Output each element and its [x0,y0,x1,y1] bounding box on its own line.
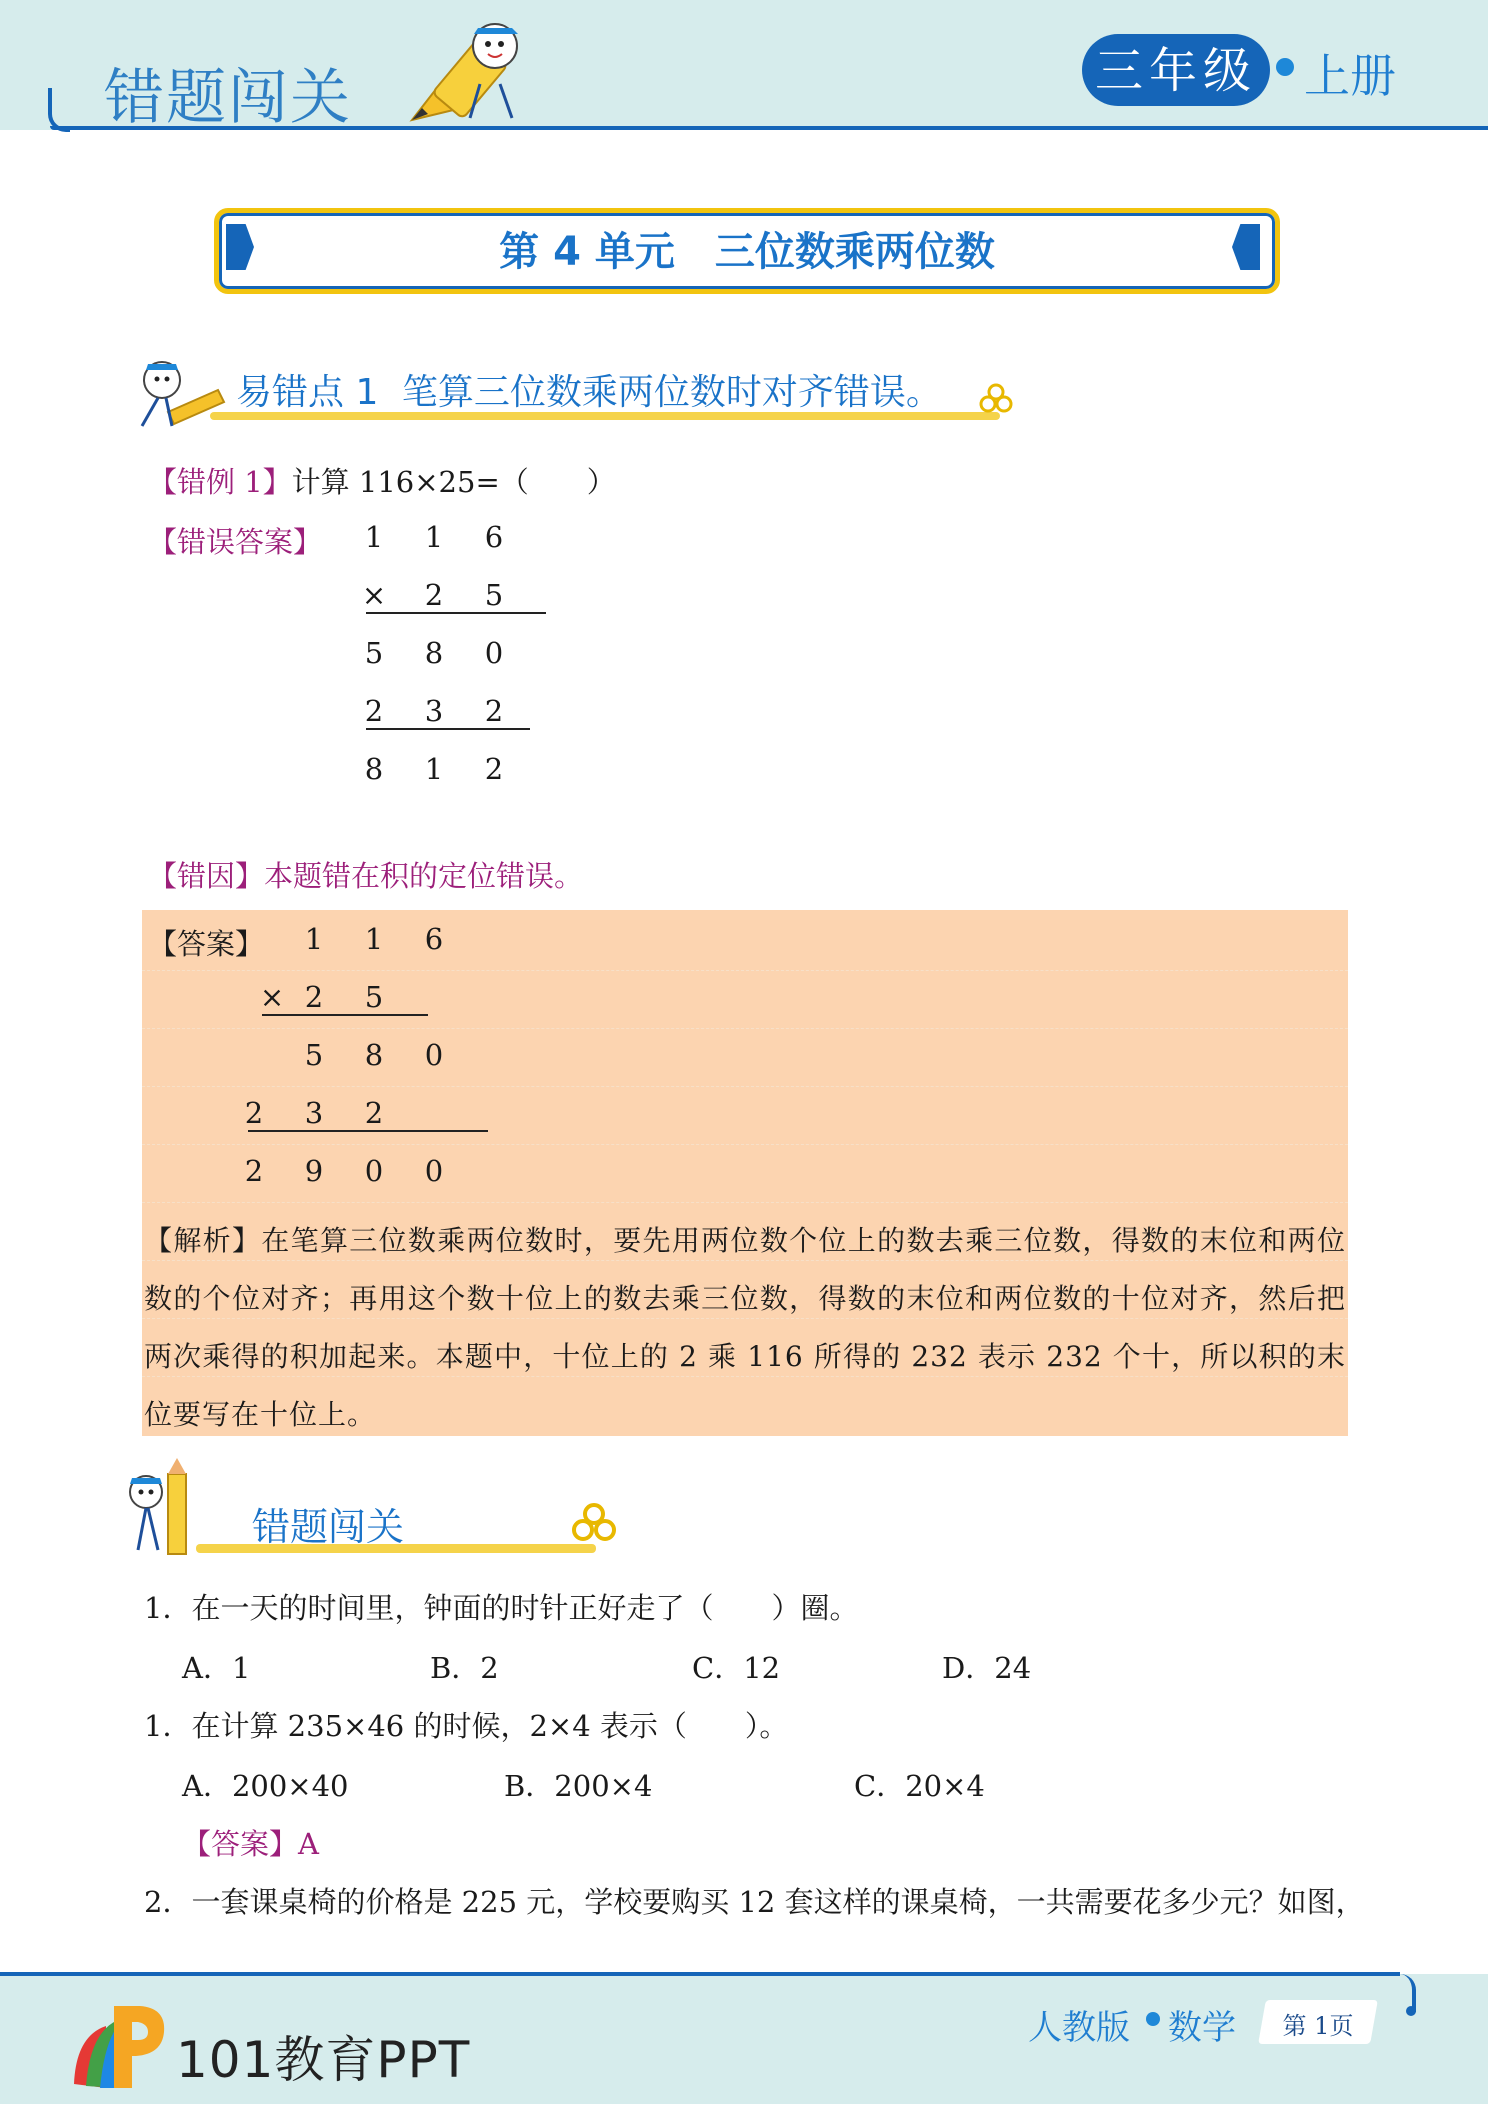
rule [366,728,530,730]
option: C．12 [692,1651,781,1685]
pencil-mascot-icon [400,14,550,124]
wrong-answer-tag: 【错误答案】 [148,525,323,559]
digit: 2 [364,694,384,728]
question-stem: 1．在计算 235×46 的时候，2×4 表示（ ）。 [144,1709,789,1743]
digit: 2 [244,1154,264,1188]
header-hook [48,88,70,132]
rule [366,612,546,614]
question-stem: 2．一套课桌椅的价格是 225 元，学校要购买 12 套这样的课桌椅，一共需要花多少元？如图， [144,1885,1365,1919]
option: B．200×4 [504,1769,653,1803]
digit: 6 [424,922,444,956]
option: D．24 [942,1651,1032,1685]
dashed-line [142,1202,1348,1203]
digit: 2 [244,1096,264,1130]
digit: 2 [304,980,324,1014]
digit: 5 [484,578,504,612]
flower-icon [570,1500,618,1556]
error-point-text: 笔算三位数乘两位数时对齐错误。 [401,372,942,413]
unit-title: 第 4 单元 三位数乘两位数 [499,229,995,275]
error-point-heading [236,364,942,415]
digit: 2 [484,752,504,786]
digit: 1 [424,520,444,554]
digit: 2 [484,694,504,728]
answer-line: 【答案】A [182,1827,319,1861]
error-point-label: 易错点 1 [236,372,379,413]
example-tag: 【错例 1】 [148,465,292,499]
digit: × [361,578,387,612]
volume-label: 上册 [1304,49,1396,103]
cause-text: 本题错在积的定位错误。 [264,859,584,893]
answer-tag: 【答案】 [148,927,265,961]
digit: 2 [424,578,444,612]
flower-icon [978,380,1014,424]
digit: 1 [364,922,384,956]
digit: 1 [364,520,384,554]
rule [248,1130,488,1132]
pencil-mascot-icon [118,1458,204,1558]
brand-logo-icon [66,1996,166,2092]
cause-line [148,854,583,895]
question-stem: 1．在一天的时间里，钟面的时针正好走了（ ）圈。 [144,1591,859,1625]
digit: 0 [424,1154,444,1188]
digit: 8 [424,636,444,670]
correct-calculation [236,922,536,1202]
digit: 2 [364,1096,384,1130]
page-number: 第 1页 [1282,2012,1354,2040]
bullet-dot [1146,2012,1160,2026]
example-question: 计算 116×25=（ ） [291,465,616,499]
option: A．1 [182,1651,251,1685]
digit: 3 [424,694,444,728]
digit: × [259,980,285,1014]
digit: 5 [364,636,384,670]
digit: 8 [364,1038,384,1072]
grade-label: 三年级 [1094,43,1257,99]
footer-rule [0,1972,1400,1976]
header-title: 错题闯关 [104,63,352,133]
digit: 9 [304,1154,324,1188]
option: A．200×40 [182,1769,349,1803]
option: C．20×4 [854,1769,985,1803]
wrong-calculation [354,520,594,800]
brand-name: 101教育PPT [176,2031,471,2089]
cause-tag: 【错因】 [148,859,265,893]
digit: 0 [364,1154,384,1188]
example-line [148,460,616,501]
section-title: 错题闯关 [252,1505,405,1549]
digit: 1 [424,752,444,786]
option: B．2 [430,1651,499,1685]
digit: 8 [364,752,384,786]
digit: 6 [484,520,504,554]
edition-label: 人教版 [1028,2008,1130,2048]
digit: 0 [424,1038,444,1072]
footer-dot [1406,2006,1416,2016]
analysis-text: 【解析】在笔算三位数乘两位数时，要先用两位数个位上的数去乘三位数，得数的末位和两位数的个位对齐；再用这个数十位上的数去乘三位数，得数的末位和两位数的十位对齐，然后把两次乘得的积加起来。本题中，十位上的 2 乘 116 所得的 232 表示 232 个十，所以积的末位要写在十位上。 [144,1224,1346,1431]
digit: 5 [304,1038,324,1072]
digit: 5 [364,980,384,1014]
bullet-dot [1276,58,1294,76]
digit: 3 [304,1096,324,1130]
digit: 0 [484,636,504,670]
subject-label: 数学 [1168,2008,1236,2048]
rule [262,1014,428,1016]
digit: 1 [304,922,324,956]
